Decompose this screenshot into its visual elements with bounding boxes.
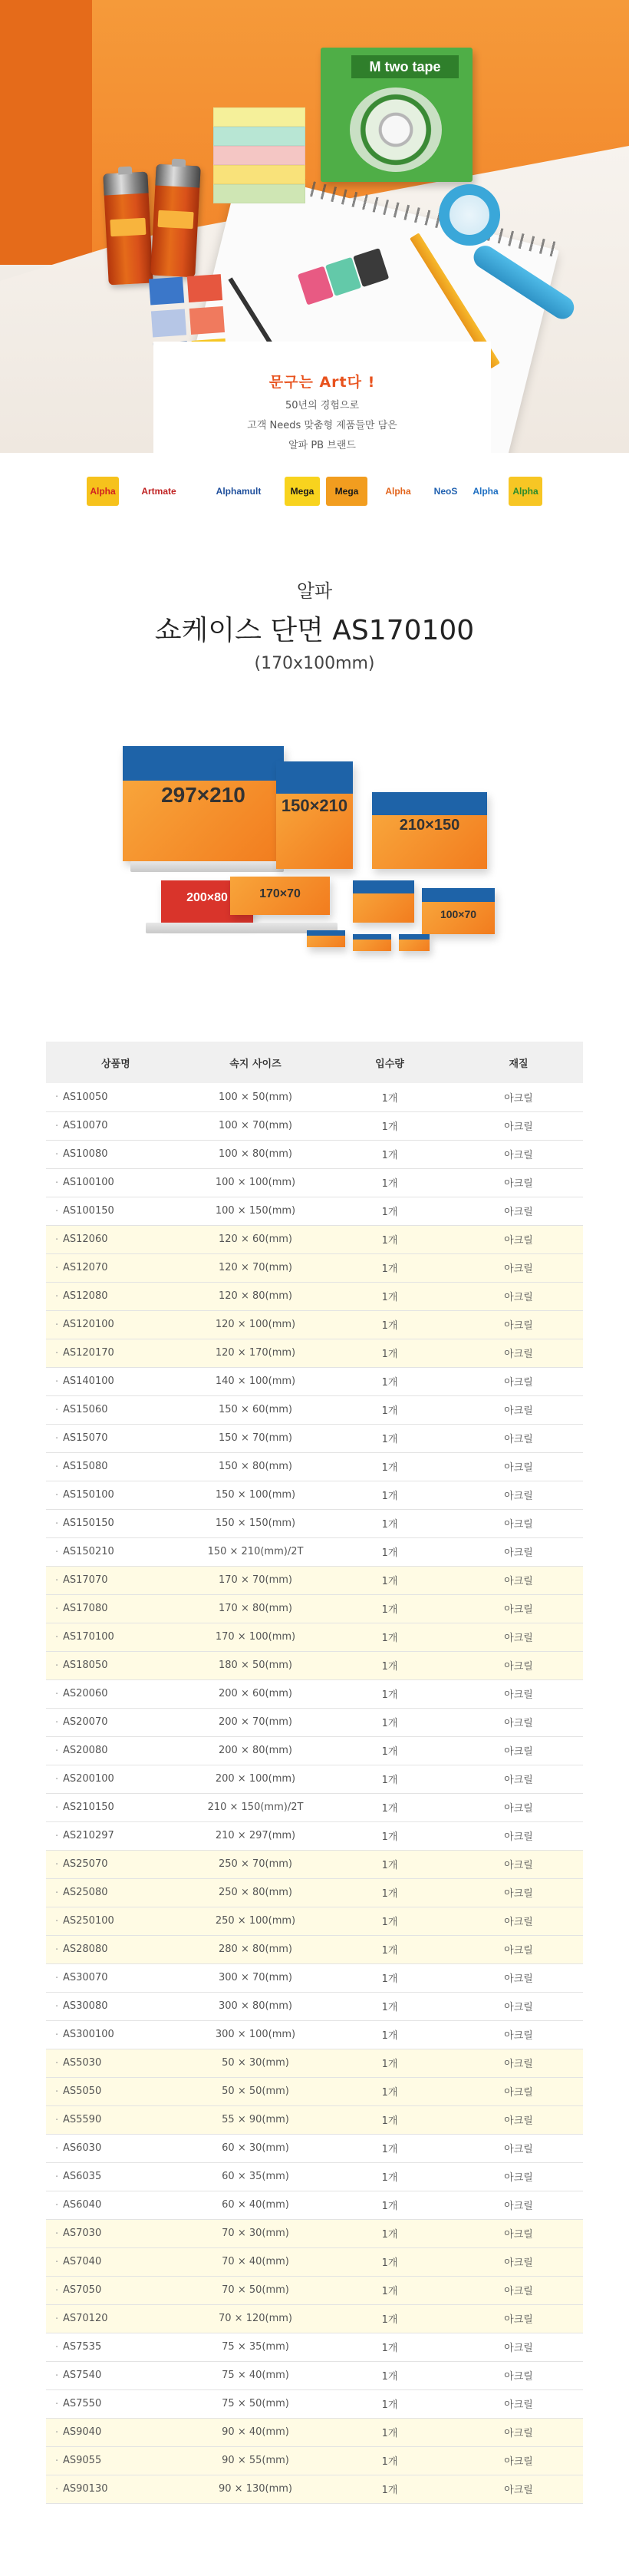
- cell-size: 150 × 100(mm): [186, 1481, 325, 1509]
- cell-size: 150 × 60(mm): [186, 1395, 325, 1424]
- cell-size: 75 × 50(mm): [186, 2389, 325, 2418]
- cell-quantity: 1개: [325, 1992, 454, 2020]
- cell-quantity: 1개: [325, 2049, 454, 2077]
- cell-quantity: 1개: [325, 1566, 454, 1594]
- table-row: [46, 2446, 583, 2475]
- cell-quantity: 1개: [325, 2105, 454, 2134]
- table-row: [46, 2134, 583, 2162]
- cell-size: 120 × 80(mm): [186, 1282, 325, 1310]
- cell-product-code: · AS150100: [46, 1481, 186, 1509]
- cell-product-code: · AS7550: [46, 2389, 186, 2418]
- cell-size: 250 × 100(mm): [186, 1907, 325, 1935]
- cell-size: 100 × 70(mm): [186, 1111, 325, 1140]
- cell-product-code: · AS10050: [46, 1083, 186, 1111]
- column-header-material: 재질: [454, 1042, 583, 1083]
- cell-material: 아크릴: [454, 2162, 583, 2191]
- cell-quantity: 1개: [325, 2077, 454, 2105]
- cell-size: 90 × 40(mm): [186, 2418, 325, 2446]
- hero-banner: [0, 0, 629, 453]
- cell-product-code: · AS15060: [46, 1395, 186, 1424]
- product-size: (170x100mm): [254, 654, 375, 673]
- battery-image: [150, 164, 201, 278]
- cell-size: 140 × 100(mm): [186, 1367, 325, 1395]
- cell-product-code: · AS5030: [46, 2049, 186, 2077]
- table-row: [46, 2333, 583, 2361]
- cell-size: 300 × 80(mm): [186, 1992, 325, 2020]
- cell-quantity: 1개: [325, 1963, 454, 1992]
- table-row: [46, 2077, 583, 2105]
- cell-size: 250 × 80(mm): [186, 1878, 325, 1907]
- brand-logo: Alpha: [87, 477, 119, 506]
- cell-material: 아크릴: [454, 1537, 583, 1566]
- table-row: [46, 1963, 583, 1992]
- cell-quantity: 1개: [325, 1197, 454, 1225]
- cell-product-code: · AS6035: [46, 2162, 186, 2191]
- cell-product-code: · AS120170: [46, 1339, 186, 1367]
- cell-material: 아크릴: [454, 1310, 583, 1339]
- cell-size: 250 × 70(mm): [186, 1850, 325, 1878]
- cell-material: 아크릴: [454, 1907, 583, 1935]
- cell-material: 아크릴: [454, 2389, 583, 2418]
- product-name: 쇼케이스 단면 AS170100: [154, 615, 475, 646]
- cell-quantity: 1개: [325, 1424, 454, 1452]
- cell-quantity: 1개: [325, 1367, 454, 1395]
- cell-material: 아크릴: [454, 1083, 583, 1111]
- brand-logo: Alphamult: [199, 477, 278, 506]
- cell-material: 아크릴: [454, 2020, 583, 2049]
- table-row: [46, 2049, 583, 2077]
- cell-product-code: · AS100100: [46, 1168, 186, 1197]
- cell-quantity: 1개: [325, 1793, 454, 1821]
- cell-size: 200 × 100(mm): [186, 1765, 325, 1793]
- showcase-wide-image: 200×80: [161, 880, 253, 923]
- table-row: [46, 1907, 583, 1935]
- cell-material: 아크릴: [454, 1935, 583, 1963]
- table-row: [46, 1253, 583, 1282]
- cell-product-code: · AS120100: [46, 1310, 186, 1339]
- cell-quantity: 1개: [325, 2304, 454, 2333]
- cell-size: 70 × 40(mm): [186, 2247, 325, 2276]
- table-row: [46, 1537, 583, 1566]
- hero-subtitle-line: 50년의 경험으로: [285, 400, 360, 411]
- cell-product-code: · AS6040: [46, 2191, 186, 2219]
- tape-box-label: M two tape: [351, 55, 459, 78]
- table-row: [46, 2191, 583, 2219]
- magnifier-icon: [439, 184, 500, 246]
- cell-quantity: 1개: [325, 1736, 454, 1765]
- cell-product-code: · AS200100: [46, 1765, 186, 1793]
- table-row: [46, 1850, 583, 1878]
- cell-material: 아크릴: [454, 2219, 583, 2247]
- brand-logo: Artmate: [125, 477, 193, 506]
- cell-quantity: 1개: [325, 1509, 454, 1537]
- cell-size: 120 × 100(mm): [186, 1310, 325, 1339]
- table-row: [46, 1679, 583, 1708]
- cell-material: 아크릴: [454, 1140, 583, 1168]
- cell-quantity: 1개: [325, 1850, 454, 1878]
- showcase-large-image: 297×210: [123, 746, 284, 861]
- cell-product-code: · AS10080: [46, 1140, 186, 1168]
- cell-material: 아크릴: [454, 2049, 583, 2077]
- cell-product-code: · AS210150: [46, 1793, 186, 1821]
- cell-product-code: · AS70120: [46, 2304, 186, 2333]
- cell-size: 180 × 50(mm): [186, 1651, 325, 1679]
- cell-size: 120 × 70(mm): [186, 1253, 325, 1282]
- cell-size: 50 × 30(mm): [186, 2049, 325, 2077]
- cell-product-code: · AS28080: [46, 1935, 186, 1963]
- cell-quantity: 1개: [325, 1452, 454, 1481]
- table-row: [46, 2219, 583, 2247]
- cell-size: 90 × 130(mm): [186, 2475, 325, 2503]
- cell-quantity: 1개: [325, 1481, 454, 1509]
- cell-quantity: 1개: [325, 2247, 454, 2276]
- cell-quantity: 1개: [325, 1594, 454, 1623]
- battery-image: [103, 172, 153, 286]
- table-row: [46, 2162, 583, 2191]
- cell-size: 100 × 80(mm): [186, 1140, 325, 1168]
- cell-quantity: 1개: [325, 2276, 454, 2304]
- table-row: [46, 1197, 583, 1225]
- cell-size: 170 × 100(mm): [186, 1623, 325, 1651]
- cell-product-code: · AS30070: [46, 1963, 186, 1992]
- table-row: [46, 1821, 583, 1850]
- table-row: [46, 1992, 583, 2020]
- cell-product-code: · AS7040: [46, 2247, 186, 2276]
- cell-material: 아크릴: [454, 1623, 583, 1651]
- cell-product-code: · AS9040: [46, 2418, 186, 2446]
- cell-material: 아크릴: [454, 1708, 583, 1736]
- table-row: [46, 2475, 583, 2503]
- cell-size: 100 × 100(mm): [186, 1168, 325, 1197]
- brand-logo: Alpha: [374, 477, 423, 506]
- cell-product-code: · AS140100: [46, 1367, 186, 1395]
- table-row: [46, 1765, 583, 1793]
- cell-size: 150 × 150(mm): [186, 1509, 325, 1537]
- showcase-medium-image: 210×150: [372, 792, 487, 869]
- cell-quantity: 1개: [325, 2475, 454, 2503]
- cell-size: 150 × 70(mm): [186, 1424, 325, 1452]
- cell-size: 300 × 70(mm): [186, 1963, 325, 1992]
- cell-product-code: · AS17070: [46, 1566, 186, 1594]
- cell-quantity: 1개: [325, 2333, 454, 2361]
- table-row: [46, 1566, 583, 1594]
- cell-size: 280 × 80(mm): [186, 1935, 325, 1963]
- cell-product-code: · AS15080: [46, 1452, 186, 1481]
- cell-material: 아크릴: [454, 1878, 583, 1907]
- product-title-block: [0, 576, 629, 673]
- column-header-quantity: 입수량: [325, 1042, 454, 1083]
- hero-wall-shadow: [0, 0, 92, 265]
- cell-material: 아크릴: [454, 1395, 583, 1424]
- cell-quantity: 1개: [325, 2191, 454, 2219]
- brand-logo: Alpha: [509, 477, 542, 506]
- cell-size: 60 × 35(mm): [186, 2162, 325, 2191]
- tape-dispenser-box-image: [321, 48, 473, 182]
- table-row: [46, 1935, 583, 1963]
- cell-quantity: 1개: [325, 2418, 454, 2446]
- showcase-wide-image: 170×70: [230, 877, 330, 915]
- cell-material: 아크릴: [454, 1566, 583, 1594]
- brand-logo-strip: [0, 453, 629, 530]
- cell-quantity: 1개: [325, 1225, 454, 1253]
- tape-roll-icon: [350, 88, 442, 172]
- cell-product-code: · AS25070: [46, 1850, 186, 1878]
- table-row: [46, 2020, 583, 2049]
- column-header-product: 상품명: [46, 1042, 186, 1083]
- cell-size: 210 × 150(mm)/2T: [186, 1793, 325, 1821]
- hero-headline: 문구는 Art다 !: [268, 374, 376, 391]
- cell-product-code: · AS20060: [46, 1679, 186, 1708]
- cell-quantity: 1개: [325, 1537, 454, 1566]
- cell-material: 아크릴: [454, 2361, 583, 2389]
- table-row: [46, 1339, 583, 1367]
- cell-quantity: 1개: [325, 1821, 454, 1850]
- cell-material: 아크릴: [454, 1679, 583, 1708]
- spec-table-section: [46, 1042, 583, 2504]
- cell-quantity: 1개: [325, 1679, 454, 1708]
- table-row: [46, 2361, 583, 2389]
- cell-size: 55 × 90(mm): [186, 2105, 325, 2134]
- cell-material: 아크릴: [454, 1651, 583, 1679]
- table-row: [46, 1452, 583, 1481]
- cell-material: 아크릴: [454, 1367, 583, 1395]
- table-row: [46, 1168, 583, 1197]
- table-row: [46, 1282, 583, 1310]
- table-row: [46, 1111, 583, 1140]
- table-row: [46, 1509, 583, 1537]
- cell-material: 아크릴: [454, 1736, 583, 1765]
- cell-product-code: · AS7535: [46, 2333, 186, 2361]
- table-row: [46, 2105, 583, 2134]
- cell-material: 아크릴: [454, 1594, 583, 1623]
- cell-product-code: · AS30080: [46, 1992, 186, 2020]
- cell-quantity: 1개: [325, 1168, 454, 1197]
- cell-product-code: · AS20070: [46, 1708, 186, 1736]
- cell-material: 아크릴: [454, 1168, 583, 1197]
- cell-material: 아크릴: [454, 1992, 583, 2020]
- spec-table-body: [46, 1083, 583, 2503]
- brand-logo: Mega: [326, 477, 367, 506]
- table-row: [46, 1225, 583, 1253]
- spec-table: [46, 1042, 583, 2504]
- cell-quantity: 1개: [325, 1339, 454, 1367]
- cell-product-code: · AS10070: [46, 1111, 186, 1140]
- cell-size: 200 × 80(mm): [186, 1736, 325, 1765]
- cell-size: 70 × 120(mm): [186, 2304, 325, 2333]
- cell-product-code: · AS7030: [46, 2219, 186, 2247]
- cell-product-code: · AS7050: [46, 2276, 186, 2304]
- cell-material: 아크릴: [454, 1197, 583, 1225]
- cell-material: 아크릴: [454, 2475, 583, 2503]
- brand-logo: Mega: [285, 477, 320, 506]
- cell-size: 100 × 150(mm): [186, 1197, 325, 1225]
- table-row: [46, 1651, 583, 1679]
- cell-size: 120 × 170(mm): [186, 1339, 325, 1367]
- cell-size: 170 × 70(mm): [186, 1566, 325, 1594]
- cell-product-code: · AS5590: [46, 2105, 186, 2134]
- cell-product-code: · AS170100: [46, 1623, 186, 1651]
- cell-material: 아크릴: [454, 1282, 583, 1310]
- cell-quantity: 1개: [325, 1907, 454, 1935]
- cell-product-code: · AS12070: [46, 1253, 186, 1282]
- table-row: [46, 1481, 583, 1509]
- cell-product-code: · AS90130: [46, 2475, 186, 2503]
- cell-quantity: 1개: [325, 2162, 454, 2191]
- cell-size: 200 × 70(mm): [186, 1708, 325, 1736]
- table-row: [46, 1424, 583, 1452]
- hero-subtitle-line: 고객 Needs 맞춤형 제품들만 담은: [247, 420, 397, 431]
- cell-product-code: · AS7540: [46, 2361, 186, 2389]
- cell-size: 75 × 35(mm): [186, 2333, 325, 2361]
- showcase-small-image: 100×70: [422, 888, 495, 934]
- cell-quantity: 1개: [325, 1708, 454, 1736]
- table-row: [46, 1140, 583, 1168]
- cell-material: 아크릴: [454, 2446, 583, 2475]
- cell-size: 170 × 80(mm): [186, 1594, 325, 1623]
- cell-product-code: · AS6030: [46, 2134, 186, 2162]
- cell-material: 아크릴: [454, 2105, 583, 2134]
- table-row: [46, 1395, 583, 1424]
- cell-quantity: 1개: [325, 2134, 454, 2162]
- cell-product-code: · AS12060: [46, 1225, 186, 1253]
- showcase-medium-image: 150×210: [276, 761, 353, 869]
- cell-quantity: 1개: [325, 2020, 454, 2049]
- cell-size: 70 × 50(mm): [186, 2276, 325, 2304]
- cell-product-code: · AS15070: [46, 1424, 186, 1452]
- cell-material: 아크릴: [454, 1253, 583, 1282]
- cell-quantity: 1개: [325, 1651, 454, 1679]
- table-row: [46, 2304, 583, 2333]
- cell-size: 100 × 50(mm): [186, 1083, 325, 1111]
- cell-size: 200 × 60(mm): [186, 1679, 325, 1708]
- showcase-mini-image: [399, 934, 430, 951]
- cell-quantity: 1개: [325, 2446, 454, 2475]
- table-row: [46, 1736, 583, 1765]
- cell-size: 50 × 50(mm): [186, 2077, 325, 2105]
- cell-quantity: 1개: [325, 1140, 454, 1168]
- showcase-small-image: [353, 880, 414, 923]
- table-row: [46, 1367, 583, 1395]
- cell-quantity: 1개: [325, 1935, 454, 1963]
- cell-material: 아크릴: [454, 1111, 583, 1140]
- cell-material: 아크릴: [454, 1963, 583, 1992]
- cell-size: 210 × 297(mm): [186, 1821, 325, 1850]
- cell-size: 60 × 40(mm): [186, 2191, 325, 2219]
- cell-material: 아크릴: [454, 2418, 583, 2446]
- cell-quantity: 1개: [325, 1310, 454, 1339]
- cell-quantity: 1개: [325, 2219, 454, 2247]
- table-row: [46, 1310, 583, 1339]
- cell-material: 아크릴: [454, 2247, 583, 2276]
- table-row: [46, 1793, 583, 1821]
- cell-quantity: 1개: [325, 2389, 454, 2418]
- cell-product-code: · AS5050: [46, 2077, 186, 2105]
- cell-material: 아크릴: [454, 2333, 583, 2361]
- hero-text-card: [153, 342, 491, 453]
- cell-material: 아크릴: [454, 1339, 583, 1367]
- cell-product-code: · AS150150: [46, 1509, 186, 1537]
- cell-size: 70 × 30(mm): [186, 2219, 325, 2247]
- cell-product-code: · AS12080: [46, 1282, 186, 1310]
- cell-size: 60 × 30(mm): [186, 2134, 325, 2162]
- brand-name: 알파: [296, 580, 333, 602]
- showcase-mini-image: [353, 934, 391, 951]
- cell-material: 아크릴: [454, 2304, 583, 2333]
- cell-quantity: 1개: [325, 1765, 454, 1793]
- cell-size: 300 × 100(mm): [186, 2020, 325, 2049]
- cell-quantity: 1개: [325, 1111, 454, 1140]
- brand-logo: NeoS: [429, 477, 463, 506]
- cell-material: 아크릴: [454, 1821, 583, 1850]
- cell-size: 90 × 55(mm): [186, 2446, 325, 2475]
- sticky-note-pad-image: [213, 107, 305, 203]
- cell-material: 아크릴: [454, 2077, 583, 2105]
- cell-material: 아크릴: [454, 1850, 583, 1878]
- table-row: [46, 1623, 583, 1651]
- cell-quantity: 1개: [325, 2361, 454, 2389]
- cell-quantity: 1개: [325, 1878, 454, 1907]
- cell-product-code: · AS20080: [46, 1736, 186, 1765]
- showcase-mini-image: [307, 930, 345, 947]
- table-header-row: [46, 1042, 583, 1083]
- cell-material: 아크릴: [454, 2276, 583, 2304]
- cell-quantity: 1개: [325, 1083, 454, 1111]
- table-row: [46, 2276, 583, 2304]
- cell-size: 120 × 60(mm): [186, 1225, 325, 1253]
- cell-quantity: 1개: [325, 1395, 454, 1424]
- product-photo: [100, 715, 529, 976]
- cell-size: 75 × 40(mm): [186, 2361, 325, 2389]
- cell-material: 아크릴: [454, 2191, 583, 2219]
- hero-subtitle: [153, 396, 491, 453]
- brand-logo: Alpha: [469, 477, 502, 506]
- cell-material: 아크릴: [454, 1509, 583, 1537]
- cell-quantity: 1개: [325, 1623, 454, 1651]
- table-row: [46, 2247, 583, 2276]
- cell-material: 아크릴: [454, 1424, 583, 1452]
- cell-material: 아크릴: [454, 1793, 583, 1821]
- cell-product-code: · AS17080: [46, 1594, 186, 1623]
- table-row: [46, 2389, 583, 2418]
- cell-product-code: · AS18050: [46, 1651, 186, 1679]
- cell-product-code: · AS210297: [46, 1821, 186, 1850]
- cell-material: 아크릴: [454, 1481, 583, 1509]
- table-row: [46, 2418, 583, 2446]
- cell-quantity: 1개: [325, 1253, 454, 1282]
- cell-product-code: · AS100150: [46, 1197, 186, 1225]
- table-row: [46, 1083, 583, 1111]
- cell-product-code: · AS300100: [46, 2020, 186, 2049]
- cell-material: 아크릴: [454, 1225, 583, 1253]
- cell-product-code: · AS150210: [46, 1537, 186, 1566]
- column-header-size: 속지 사이즈: [186, 1042, 325, 1083]
- hero-subtitle-line: 알파 PB 브랜드: [288, 440, 356, 451]
- cell-size: 150 × 210(mm)/2T: [186, 1537, 325, 1566]
- cell-size: 150 × 80(mm): [186, 1452, 325, 1481]
- cell-material: 아크릴: [454, 1765, 583, 1793]
- cell-material: 아크릴: [454, 2134, 583, 2162]
- cell-quantity: 1개: [325, 1282, 454, 1310]
- table-row: [46, 1594, 583, 1623]
- cell-product-code: · AS250100: [46, 1907, 186, 1935]
- table-row: [46, 1708, 583, 1736]
- cell-product-code: · AS25080: [46, 1878, 186, 1907]
- table-row: [46, 1878, 583, 1907]
- cell-product-code: · AS9055: [46, 2446, 186, 2475]
- cell-material: 아크릴: [454, 1452, 583, 1481]
